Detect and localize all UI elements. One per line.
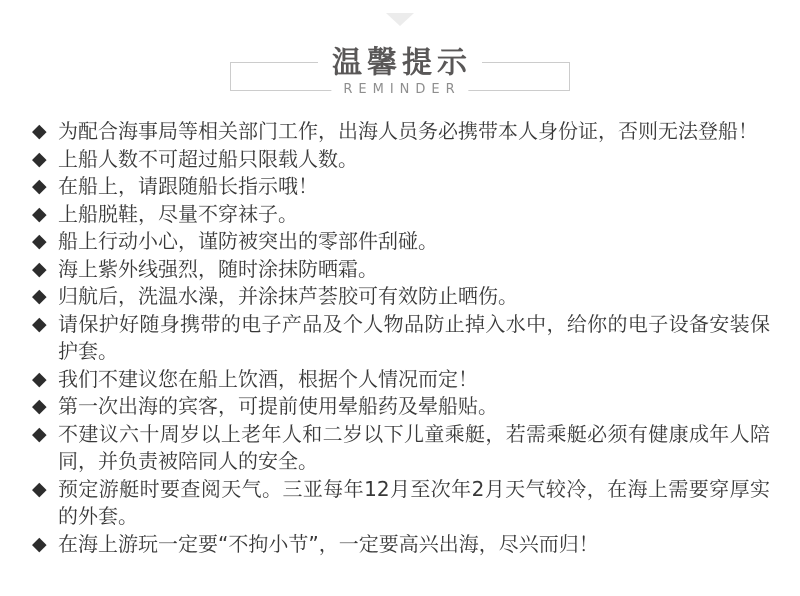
list-item-text: 为配合海事局等相关部门工作，出海人员务必携带本人身份证，否则无法登船！ [58,119,758,143]
list-item [32,146,770,174]
diamond-bullet-icon: ◆ [32,257,47,280]
page-subtitle: REMINDER [331,82,468,98]
list-item-text: 请保护好随身携带的电子产品及个人物品防止掉入水中，给你的电子设备安装保护套。 [58,311,770,363]
diamond-bullet-icon: ◆ [32,422,47,445]
list-item [32,476,770,531]
list-item [32,173,770,201]
list-item-text: 第一次出海的宾客，可提前使用晕船药及晕船贴。 [58,394,498,418]
list-item-text: 不建议六十周岁以上老年人和二岁以下儿童乘艇，若需乘艇必须有健康成年人陪同，并负责被陪同人的安全。 [58,421,770,473]
list-item [32,393,770,421]
diamond-bullet-icon: ◆ [32,395,47,417]
diamond-bullet-icon: ◆ [32,477,47,500]
diamond-bullet-icon: ◆ [32,120,47,142]
diamond-bullet-icon: ◆ [32,147,47,170]
list-item [32,118,770,146]
diamond-bullet-icon: ◆ [32,202,47,225]
list-item [32,421,770,476]
list-item-text: 归航后，洗温水澡，并涂抹芦荟胶可有效防止晒伤。 [58,284,518,308]
diamond-bullet-icon: ◆ [32,312,47,335]
diamond-bullet-icon: ◆ [32,367,47,390]
header-box [230,45,570,98]
reminder-list [32,118,770,558]
list-item [32,366,770,394]
list-item [32,283,770,311]
list-item [32,256,770,284]
diamond-bullet-icon: ◆ [32,532,47,555]
diamond-bullet-icon: ◆ [32,285,47,307]
diamond-bullet-icon: ◆ [32,230,47,252]
list-item [32,201,770,229]
list-item-text: 海上紫外线强烈，随时涂抹防晒霜。 [58,256,378,281]
list-item-text: 预定游艇时要查阅天气。三亚每年12月至次年2月天气较冷，在海上需要穿厚实的外套。 [58,476,770,528]
list-item-text: 在船上，请跟随船长指示哦！ [58,174,318,198]
list-item [32,311,770,366]
triangle-down-icon [386,13,414,26]
list-item [32,531,770,559]
list-item [32,228,770,256]
list-item-text: 在海上游玩一定要“不拘小节”，一定要高兴出海，尽兴而归！ [58,531,599,556]
list-item-text: 我们不建议您在船上饮酒，根据个人情况而定！ [58,366,478,391]
list-item-text: 上船人数不可超过船只限载人数。 [58,146,358,171]
list-item-text: 船上行动小心，谨防被突出的零部件刮碰。 [58,229,438,253]
page-title: 温馨提示 [318,47,482,80]
list-item-text: 上船脱鞋，尽量不穿袜子。 [58,201,298,226]
diamond-bullet-icon: ◆ [32,175,47,197]
reminder-page [0,13,800,596]
